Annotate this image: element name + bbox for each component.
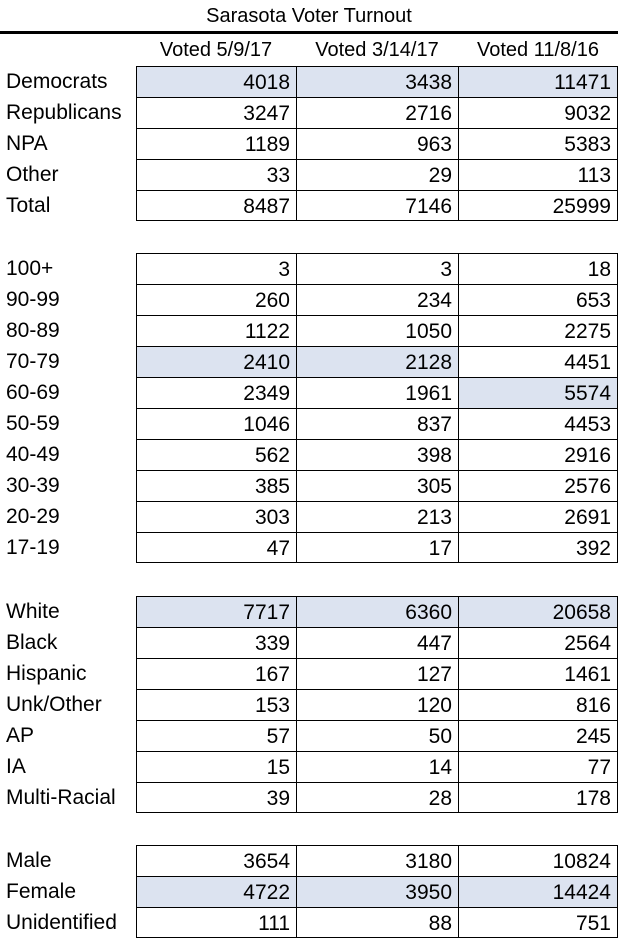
- table-cell: 260: [136, 284, 296, 315]
- row-label: Female: [6, 880, 77, 903]
- row-label: Unk/Other: [6, 693, 102, 716]
- table-cell: 4722: [136, 876, 296, 907]
- table-cell: 4453: [458, 408, 618, 439]
- table-cell: 2128: [296, 346, 458, 377]
- table-cell: 3180: [296, 845, 458, 876]
- column-header-voted-3-14-17: Voted 3/14/17: [315, 39, 439, 61]
- table-cell: 50: [296, 720, 458, 751]
- table-cell: 111: [136, 907, 296, 938]
- table-cell: 2716: [296, 97, 458, 128]
- table-cell: 339: [136, 627, 296, 658]
- table-cell: 963: [296, 128, 458, 159]
- table-cell: 3654: [136, 845, 296, 876]
- row-label: NPA: [6, 132, 48, 155]
- table-cell: 305: [296, 470, 458, 501]
- table-cell: 20658: [458, 596, 618, 627]
- table-cell: 47: [136, 532, 296, 563]
- table-cell: 5574: [458, 377, 618, 408]
- table-cell: 167: [136, 658, 296, 689]
- table-cell: 213: [296, 501, 458, 532]
- row-label: Hispanic: [6, 662, 87, 685]
- table-cell: 153: [136, 689, 296, 720]
- table-cell: 2275: [458, 315, 618, 346]
- table-cell: 398: [296, 439, 458, 470]
- table-cell: 6360: [296, 596, 458, 627]
- table-cell: 29: [296, 159, 458, 190]
- row-label: Male: [6, 849, 52, 872]
- table-cell: 1461: [458, 658, 618, 689]
- table-cell: 120: [296, 689, 458, 720]
- table-cell: 837: [296, 408, 458, 439]
- table-cell: 9032: [458, 97, 618, 128]
- row-label: AP: [6, 724, 35, 747]
- table-cell: 303: [136, 501, 296, 532]
- table-cell: 234: [296, 284, 458, 315]
- table-cell: 127: [296, 658, 458, 689]
- table-cell: 1189: [136, 128, 296, 159]
- table-cell: 11471: [458, 66, 618, 97]
- table-cell: 562: [136, 439, 296, 470]
- row-label: Black: [6, 631, 58, 654]
- row-label: Other: [6, 163, 59, 186]
- table-cell: 245: [458, 720, 618, 751]
- row-label: 17-19: [6, 536, 60, 559]
- table-cell: 2564: [458, 627, 618, 658]
- table-cell: 14: [296, 751, 458, 782]
- page-title: Sarasota Voter Turnout: [206, 5, 412, 27]
- row-label: White: [6, 600, 60, 623]
- row-label: IA: [6, 755, 26, 778]
- row-label: 20-29: [6, 505, 60, 528]
- table-cell: 15: [136, 751, 296, 782]
- table-cell: 2410: [136, 346, 296, 377]
- row-label: Republicans: [6, 101, 122, 124]
- row-label: 90-99: [6, 288, 60, 311]
- table-cell: 3247: [136, 97, 296, 128]
- row-label: 100+: [6, 257, 54, 280]
- table-cell: 3438: [296, 66, 458, 97]
- row-label: 30-39: [6, 474, 60, 497]
- table-cell: 3950: [296, 876, 458, 907]
- table-cell: 2916: [458, 439, 618, 470]
- table-cell: 10824: [458, 845, 618, 876]
- row-label: Multi-Racial: [6, 786, 116, 809]
- table-cell: 39: [136, 782, 296, 813]
- table-cell: 385: [136, 470, 296, 501]
- table-cell: 3: [136, 253, 296, 284]
- table-cell: 447: [296, 627, 458, 658]
- row-label: 50-59: [6, 412, 60, 435]
- table-cell: 4451: [458, 346, 618, 377]
- table-cell: 33: [136, 159, 296, 190]
- table-cell: 77: [458, 751, 618, 782]
- row-label: 80-89: [6, 319, 60, 342]
- table-cell: 1122: [136, 315, 296, 346]
- table-cell: 7146: [296, 190, 458, 221]
- table-cell: 8487: [136, 190, 296, 221]
- table-cell: 28: [296, 782, 458, 813]
- row-label: 40-49: [6, 443, 60, 466]
- table-cell: 751: [458, 907, 618, 938]
- row-label: 60-69: [6, 381, 60, 404]
- row-label: Unidentified: [6, 911, 117, 934]
- row-label: Democrats: [6, 70, 108, 93]
- table-cell: 14424: [458, 876, 618, 907]
- table-cell: 7717: [136, 596, 296, 627]
- table-cell: 2691: [458, 501, 618, 532]
- table-cell: 816: [458, 689, 618, 720]
- table-cell: 88: [296, 907, 458, 938]
- title-divider: [0, 31, 618, 34]
- table-cell: 57: [136, 720, 296, 751]
- table-cell: 1050: [296, 315, 458, 346]
- column-header-voted-11-8-16: Voted 11/8/16: [477, 39, 599, 61]
- table-cell: 1961: [296, 377, 458, 408]
- row-label: Total: [6, 194, 51, 217]
- table-cell: 1046: [136, 408, 296, 439]
- table-cell: 18: [458, 253, 618, 284]
- table-cell: 4018: [136, 66, 296, 97]
- table-cell: 17: [296, 532, 458, 563]
- table-cell: 2576: [458, 470, 618, 501]
- row-label: 70-79: [6, 350, 60, 373]
- column-header-voted-5-9-17: Voted 5/9/17: [159, 39, 273, 61]
- table-cell: 5383: [458, 128, 618, 159]
- table-cell: 178: [458, 782, 618, 813]
- table-cell: 113: [458, 159, 618, 190]
- table-cell: 25999: [458, 190, 618, 221]
- table-cell: 2349: [136, 377, 296, 408]
- table-cell: 3: [296, 253, 458, 284]
- table-cell: 392: [458, 532, 618, 563]
- table-cell: 653: [458, 284, 618, 315]
